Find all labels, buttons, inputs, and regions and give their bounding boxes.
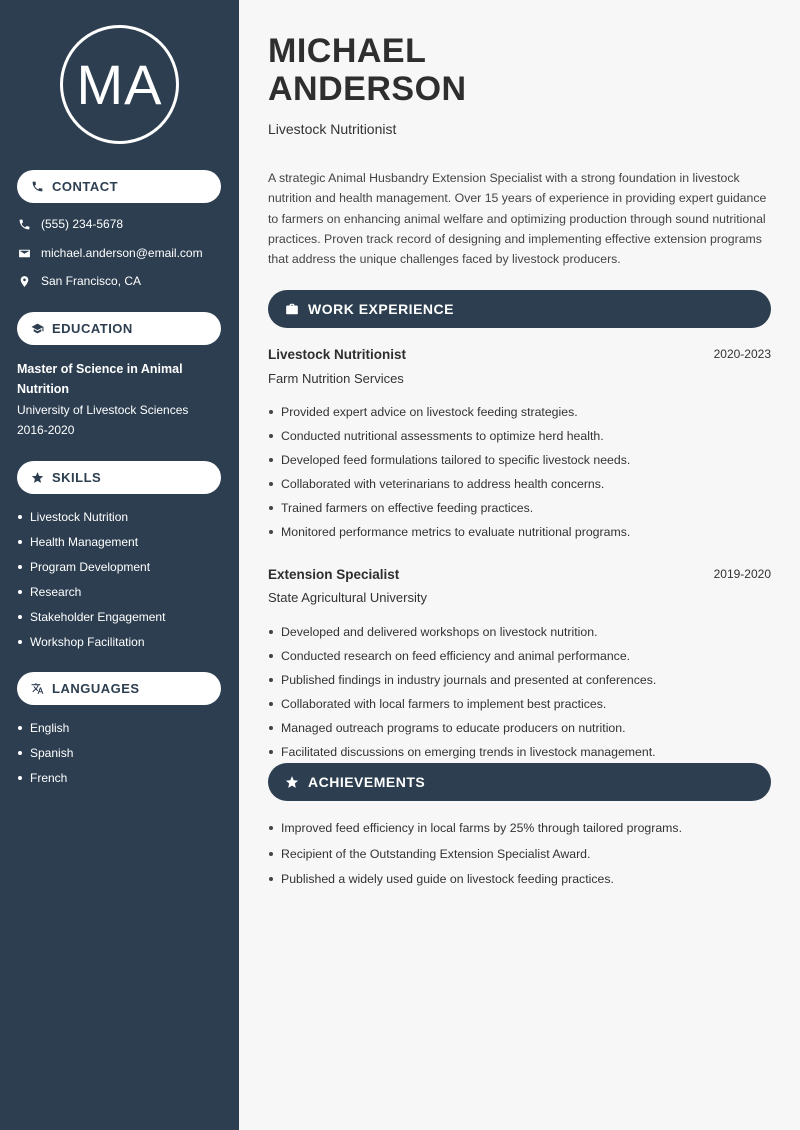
job-dates: 2019-2020 xyxy=(713,567,771,581)
list-item: Livestock Nutrition xyxy=(17,510,165,535)
candidate-role: Livestock Nutritionist xyxy=(268,121,397,137)
list-item: Managed outreach programs to educate producers on nutrition. xyxy=(268,720,788,744)
list-item: Published findings in industry journals and presented at conferences. xyxy=(268,672,788,696)
monogram-avatar: MA xyxy=(60,25,179,144)
languages-heading-pill xyxy=(17,672,221,705)
list-item: Provided expert advice on livestock feeding strategies. xyxy=(268,404,788,428)
list-item: Developed and delivered workshops on livestock nutrition. xyxy=(268,624,788,648)
contact-location: San Francisco, CA xyxy=(41,274,142,288)
phone-icon xyxy=(31,180,44,193)
education-years: 2016-2020 xyxy=(17,423,75,437)
list-item: Program Development xyxy=(17,560,165,585)
contact-email[interactable]: michael.anderson@email.com xyxy=(41,246,203,260)
name-line-last: ANDERSON xyxy=(268,70,467,108)
list-item: Conducted research on feed efficiency and animal performance. xyxy=(268,648,788,672)
profile-summary: A strategic Animal Husbandry Extension Specialist with a strong foundation in livestock nutrition and health management. Over 15 years of experience in providing expert guidance to farmers on enhancing animal welfare and optimizing production through sound nutritional practices. Proven track record of designing and implementing effective extension programs that address the unique challenges faced by livestock producers. xyxy=(268,171,767,267)
contact-phone: (555) 234-5678 xyxy=(41,217,124,231)
job-title: Livestock Nutritionist xyxy=(268,347,407,362)
contact-phone-row xyxy=(17,217,123,231)
skills-heading: SKILLS xyxy=(52,470,102,485)
job-bullets xyxy=(268,404,788,549)
list-item: Trained farmers on effective feeding practices. xyxy=(268,500,788,524)
job-organization: State Agricultural University xyxy=(268,590,427,605)
languages-heading: LANGUAGES xyxy=(52,681,140,696)
sidebar xyxy=(0,0,239,1130)
languages-list xyxy=(17,721,73,796)
skills-list xyxy=(17,510,165,660)
skills-heading-pill xyxy=(17,461,221,494)
job-organization: Farm Nutrition Services xyxy=(268,371,404,386)
list-item: Facilitated discussions on emerging trends in livestock management. xyxy=(268,744,788,768)
star-icon xyxy=(285,775,299,789)
location-pin-icon xyxy=(17,274,31,288)
list-item: Conducted nutritional assessments to optimize herd health. xyxy=(268,428,788,452)
list-item: Developed feed formulations tailored to specific livestock needs. xyxy=(268,452,788,476)
achievements-list xyxy=(268,820,788,897)
list-item: Improved feed efficiency in local farms by 25% through tailored programs. xyxy=(268,820,788,846)
name-line-first: MICHAEL xyxy=(268,32,427,70)
job-title: Extension Specialist xyxy=(268,567,400,582)
education-degree: Master of Science in Animal Nutrition xyxy=(17,362,183,396)
list-item: Collaborated with veterinarians to address health concerns. xyxy=(268,476,788,500)
briefcase-icon xyxy=(285,302,299,316)
list-item: French xyxy=(17,771,73,796)
list-item: Monitored performance metrics to evaluate nutritional programs. xyxy=(268,524,788,548)
candidate-name xyxy=(268,32,467,108)
graduation-cap-icon xyxy=(31,322,44,335)
contact-location-row xyxy=(17,274,141,288)
education-heading-pill xyxy=(17,312,221,345)
contact-email-row xyxy=(17,246,203,260)
translate-icon xyxy=(31,682,44,695)
job-bullets xyxy=(268,624,788,769)
email-icon xyxy=(17,246,31,260)
phone-icon xyxy=(17,217,31,231)
work-experience-heading-bar xyxy=(268,290,771,328)
job-dates: 2020-2023 xyxy=(713,347,771,361)
list-item: English xyxy=(17,721,73,746)
list-item: Workshop Facilitation xyxy=(17,635,165,660)
contact-heading-pill xyxy=(17,170,221,203)
star-icon xyxy=(31,471,44,484)
list-item: Recipient of the Outstanding Extension Specialist Award. xyxy=(268,846,788,872)
education-school: University of Livestock Sciences xyxy=(17,403,189,417)
list-item: Research xyxy=(17,585,165,610)
list-item: Published a widely used guide on livestock feeding practices. xyxy=(268,871,788,897)
contact-heading: CONTACT xyxy=(52,179,119,194)
work-experience-heading: WORK EXPERIENCE xyxy=(308,301,454,317)
main-content xyxy=(239,0,800,1130)
achievements-heading-bar xyxy=(268,763,771,801)
achievements-heading: ACHIEVEMENTS xyxy=(308,774,426,790)
education-heading: EDUCATION xyxy=(52,321,133,336)
list-item: Spanish xyxy=(17,746,73,771)
list-item: Stakeholder Engagement xyxy=(17,610,165,635)
list-item: Health Management xyxy=(17,535,165,560)
list-item: Collaborated with local farmers to implement best practices. xyxy=(268,696,788,720)
